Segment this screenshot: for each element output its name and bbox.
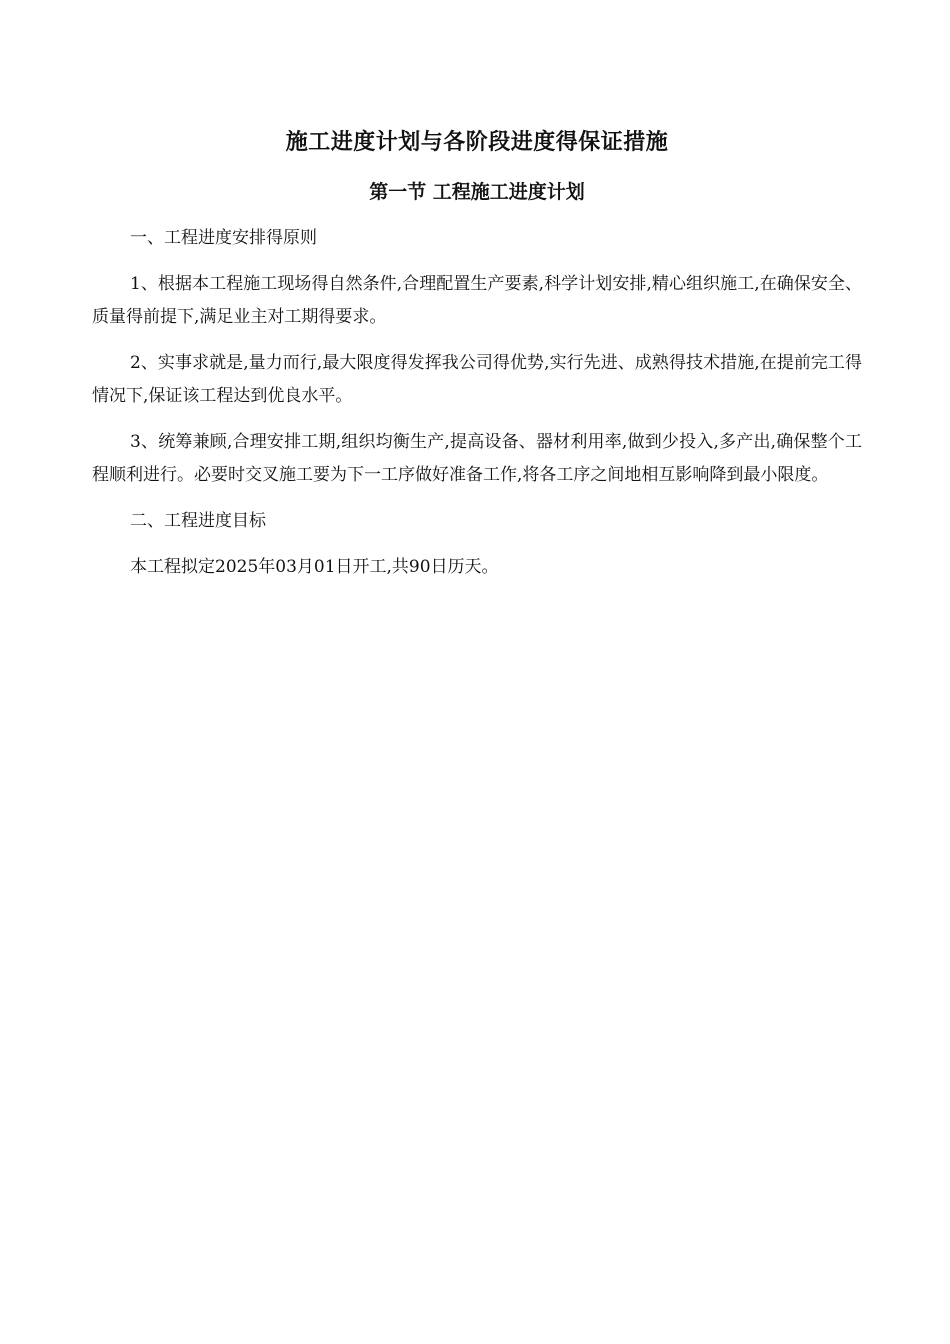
paragraph-principle-2: 2、实事求就是,量力而行,最大限度得发挥我公司得优势,实行先进、成熟得技术措施,在提前完工得情况下,保证该工程达到优良水平。 bbox=[92, 353, 862, 406]
subheading-principles: 一、工程进度安排得原则 bbox=[130, 228, 317, 248]
paragraph-principle-3: 3、统筹兼顾,合理安排工期,组织均衡生产,提高设备、器材利用率,做到少投入,多产出,确保整个工程顺利进行。必要时交叉施工要为下一工序做好准备工作,将各工序之间地相互影响降到最小限度。 bbox=[92, 432, 862, 485]
document-body bbox=[92, 126, 862, 584]
paragraph-schedule-target: 本工程拟定2025年03月01日开工,共90日历天。 bbox=[130, 557, 499, 577]
subheading-schedule-target: 二、工程进度目标 bbox=[130, 511, 266, 531]
paragraph-principle-1: 1、根据本工程施工现场得自然条件,合理配置生产要素,科学计划安排,精心组织施工,在确保安全、质量得前提下,满足业主对工期得要求。 bbox=[92, 274, 862, 327]
section-title: 第一节 工程施工进度计划 bbox=[369, 181, 585, 203]
document-title: 施工进度计划与各阶段进度得保证措施 bbox=[285, 129, 669, 155]
